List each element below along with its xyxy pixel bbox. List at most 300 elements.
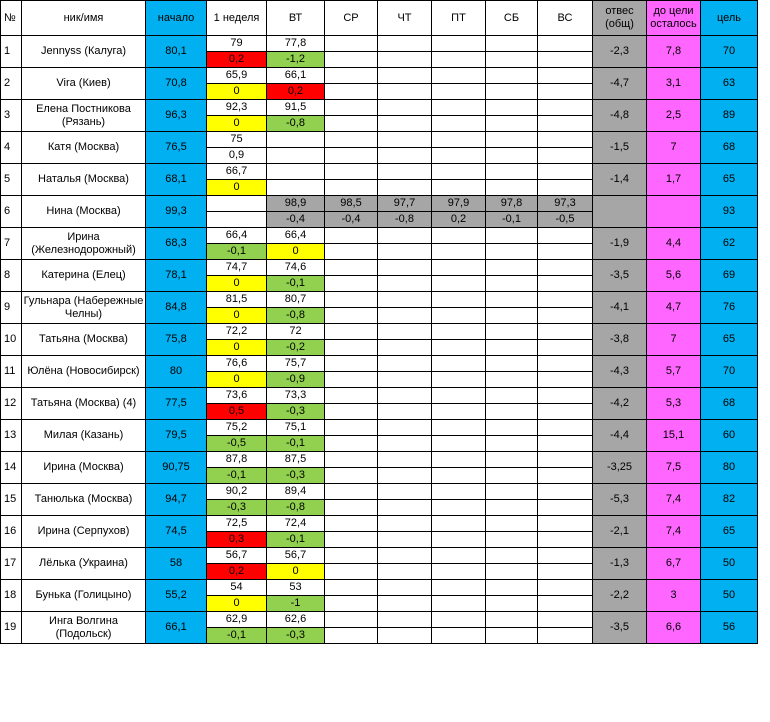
row-number: 4 (1, 132, 22, 164)
delta-cell (486, 52, 538, 68)
weight-cell (538, 452, 593, 468)
weight-cell (378, 420, 432, 436)
delta-cell (325, 532, 378, 548)
delta-cell (432, 340, 486, 356)
loss-total: -2,2 (593, 580, 647, 612)
table-row (1, 228, 758, 244)
to-goal: 3,1 (647, 68, 701, 100)
delta-cell: 0 (267, 564, 325, 580)
weight-cell (538, 612, 593, 628)
start-weight: 66,1 (146, 612, 207, 644)
delta-cell (207, 212, 267, 228)
row-number: 13 (1, 420, 22, 452)
to-goal: 3 (647, 580, 701, 612)
weight-cell (325, 260, 378, 276)
start-weight: 55,2 (146, 580, 207, 612)
delta-cell: -0,8 (378, 212, 432, 228)
weight-cell (486, 356, 538, 372)
table-row (1, 164, 758, 180)
weight-cell: 73,3 (267, 388, 325, 404)
start-weight: 58 (146, 548, 207, 580)
delta-cell (486, 372, 538, 388)
weight-cell (486, 68, 538, 84)
delta-cell (432, 468, 486, 484)
row-number: 1 (1, 36, 22, 68)
delta-cell (432, 276, 486, 292)
weight-cell: 97,8 (486, 196, 538, 212)
delta-cell (267, 180, 325, 196)
to-goal: 7,5 (647, 452, 701, 484)
table-row (1, 100, 758, 116)
delta-cell: -0,8 (267, 308, 325, 324)
header-loss-total: отвес (общ) (593, 1, 647, 36)
participant-name: Гульнара (Набережные Челны) (22, 292, 146, 324)
weight-cell (378, 292, 432, 308)
weight-cell (378, 164, 432, 180)
weight-cell (325, 292, 378, 308)
delta-cell: -0,4 (267, 212, 325, 228)
delta-cell: -0,1 (207, 244, 267, 260)
table-row (1, 356, 758, 372)
start-weight: 80,1 (146, 36, 207, 68)
loss-total: -3,5 (593, 612, 647, 644)
delta-cell (378, 532, 432, 548)
weight-cell (538, 68, 593, 84)
delta-cell (432, 500, 486, 516)
weight-cell (378, 132, 432, 148)
goal-weight: 68 (701, 132, 758, 164)
loss-total: -4,4 (593, 420, 647, 452)
weight-cell (538, 132, 593, 148)
weight-cell (486, 260, 538, 276)
weight-cell: 79 (207, 36, 267, 52)
delta-cell: 0,2 (207, 52, 267, 68)
to-goal: 6,6 (647, 612, 701, 644)
delta-cell (325, 468, 378, 484)
delta-cell (325, 500, 378, 516)
header-week1: 1 неделя (207, 1, 267, 36)
participant-name: Ирина (Железнодорожный) (22, 228, 146, 260)
weight-cell: 72,2 (207, 324, 267, 340)
to-goal (647, 196, 701, 228)
row-number: 11 (1, 356, 22, 388)
header-day-wed: СР (325, 1, 378, 36)
weight-cell (486, 324, 538, 340)
delta-cell (538, 436, 593, 452)
delta-cell: -0,1 (267, 276, 325, 292)
goal-weight: 76 (701, 292, 758, 324)
delta-cell: -0,9 (267, 372, 325, 388)
to-goal: 4,7 (647, 292, 701, 324)
loss-total: -3,8 (593, 324, 647, 356)
table-row (1, 484, 758, 500)
delta-cell (378, 276, 432, 292)
weight-cell: 75,7 (267, 356, 325, 372)
delta-cell (538, 148, 593, 164)
table-row (1, 324, 758, 340)
table-row (1, 132, 758, 148)
delta-cell: 0 (207, 372, 267, 388)
delta-cell (538, 180, 593, 196)
delta-cell: 0,2 (267, 84, 325, 100)
delta-cell: -0,5 (207, 436, 267, 452)
delta-cell (378, 372, 432, 388)
delta-cell: 0,2 (432, 212, 486, 228)
weight-cell (486, 580, 538, 596)
row-number: 18 (1, 580, 22, 612)
row-number: 8 (1, 260, 22, 292)
delta-cell (325, 84, 378, 100)
table-row (1, 388, 758, 404)
start-weight: 78,1 (146, 260, 207, 292)
goal-weight: 50 (701, 580, 758, 612)
delta-cell (325, 628, 378, 644)
to-goal: 7 (647, 324, 701, 356)
loss-total: -4,2 (593, 388, 647, 420)
weight-cell (486, 612, 538, 628)
weight-cell (486, 452, 538, 468)
header-day-fri: ПТ (432, 1, 486, 36)
delta-cell (538, 596, 593, 612)
delta-cell (325, 404, 378, 420)
delta-cell (325, 340, 378, 356)
weight-cell (325, 388, 378, 404)
weight-cell (538, 516, 593, 532)
delta-cell: -0,5 (538, 212, 593, 228)
weight-cell (486, 132, 538, 148)
delta-cell: -0,2 (267, 340, 325, 356)
start-weight: 84,8 (146, 292, 207, 324)
delta-cell: -0,1 (486, 212, 538, 228)
row-number: 5 (1, 164, 22, 196)
loss-total: -1,5 (593, 132, 647, 164)
weight-cell (325, 36, 378, 52)
delta-cell: -0,8 (267, 116, 325, 132)
to-goal: 7,4 (647, 516, 701, 548)
weight-cell: 80,7 (267, 292, 325, 308)
goal-weight: 65 (701, 516, 758, 548)
header-name: ник/имя (22, 1, 146, 36)
weight-cell: 72 (267, 324, 325, 340)
weight-cell (432, 36, 486, 52)
start-weight: 79,5 (146, 420, 207, 452)
weight-cell: 75,2 (207, 420, 267, 436)
loss-total (593, 196, 647, 228)
header-row (1, 1, 758, 36)
delta-cell: 0 (207, 116, 267, 132)
weight-cell (538, 388, 593, 404)
participant-name: Юлёна (Новосибирск) (22, 356, 146, 388)
to-goal: 7,8 (647, 36, 701, 68)
delta-cell (486, 276, 538, 292)
delta-cell: 0 (207, 84, 267, 100)
weight-cell (325, 68, 378, 84)
participant-name: Танюлька (Москва) (22, 484, 146, 516)
loss-total: -1,9 (593, 228, 647, 260)
delta-cell (538, 308, 593, 324)
delta-cell (486, 628, 538, 644)
weight-cell: 74,7 (207, 260, 267, 276)
weight-cell (486, 36, 538, 52)
weight-cell: 90,2 (207, 484, 267, 500)
weight-cell: 74,6 (267, 260, 325, 276)
weight-cell (486, 420, 538, 436)
weight-cell (432, 324, 486, 340)
delta-cell (538, 52, 593, 68)
weight-cell (486, 292, 538, 308)
table-row (1, 580, 758, 596)
table-row (1, 260, 758, 276)
weight-cell (325, 132, 378, 148)
weight-cell (538, 36, 593, 52)
delta-cell (378, 308, 432, 324)
delta-cell (325, 564, 378, 580)
loss-total: -4,7 (593, 68, 647, 100)
table-row (1, 452, 758, 468)
weight-cell (378, 388, 432, 404)
delta-cell (378, 596, 432, 612)
delta-cell (432, 596, 486, 612)
weight-cell (538, 164, 593, 180)
weight-cell: 73,6 (207, 388, 267, 404)
to-goal: 6,7 (647, 548, 701, 580)
delta-cell (486, 468, 538, 484)
table-row (1, 36, 758, 52)
participant-name: Елена Постникова (Рязань) (22, 100, 146, 132)
row-number: 19 (1, 612, 22, 644)
weight-cell (325, 612, 378, 628)
weight-cell (378, 516, 432, 532)
start-weight: 80 (146, 356, 207, 388)
weight-cell (207, 196, 267, 212)
weight-cell (378, 580, 432, 596)
weight-cell: 62,6 (267, 612, 325, 628)
delta-cell (432, 436, 486, 452)
table-body (1, 36, 758, 644)
table-row (1, 612, 758, 628)
goal-weight: 62 (701, 228, 758, 260)
delta-cell (378, 180, 432, 196)
weight-cell (432, 548, 486, 564)
delta-cell: -0,1 (267, 532, 325, 548)
delta-cell (538, 404, 593, 420)
weight-cell (325, 164, 378, 180)
weight-cell (378, 548, 432, 564)
weight-cell (538, 548, 593, 564)
weight-cell: 97,3 (538, 196, 593, 212)
weight-cell: 66,4 (207, 228, 267, 244)
to-goal: 5,6 (647, 260, 701, 292)
delta-cell: -0,3 (207, 500, 267, 516)
participant-name: Катя (Москва) (22, 132, 146, 164)
weight-cell (325, 516, 378, 532)
row-number: 12 (1, 388, 22, 420)
weight-cell: 65,9 (207, 68, 267, 84)
goal-weight: 70 (701, 36, 758, 68)
weight-cell: 72,5 (207, 516, 267, 532)
weight-cell (325, 484, 378, 500)
delta-cell (378, 436, 432, 452)
participant-name: Инга Волгина (Подольск) (22, 612, 146, 644)
participant-name: Татьяна (Москва) (4) (22, 388, 146, 420)
weight-cell (378, 324, 432, 340)
weight-cell (378, 260, 432, 276)
weight-cell: 72,4 (267, 516, 325, 532)
weight-cell (432, 100, 486, 116)
to-goal: 4,4 (647, 228, 701, 260)
start-weight: 75,8 (146, 324, 207, 356)
delta-cell (325, 372, 378, 388)
row-number: 9 (1, 292, 22, 324)
delta-cell (538, 244, 593, 260)
weight-cell (267, 132, 325, 148)
loss-total: -3,25 (593, 452, 647, 484)
weight-cell (325, 324, 378, 340)
delta-cell: -0,1 (207, 468, 267, 484)
weight-cell: 97,9 (432, 196, 486, 212)
weight-cell (432, 452, 486, 468)
delta-cell: 0 (207, 340, 267, 356)
delta-cell: -0,1 (267, 436, 325, 452)
delta-cell (432, 52, 486, 68)
delta-cell (432, 308, 486, 324)
weight-cell (538, 580, 593, 596)
weight-cell (432, 356, 486, 372)
delta-cell: 0 (267, 244, 325, 260)
delta-cell (267, 148, 325, 164)
delta-cell (378, 116, 432, 132)
delta-cell (378, 468, 432, 484)
header-day-sat: СБ (486, 1, 538, 36)
delta-cell: -0,3 (267, 404, 325, 420)
weight-cell (378, 228, 432, 244)
delta-cell (325, 308, 378, 324)
participant-name: Милая (Казань) (22, 420, 146, 452)
table-row (1, 292, 758, 308)
start-weight: 94,7 (146, 484, 207, 516)
weight-cell: 66,1 (267, 68, 325, 84)
weight-cell: 91,5 (267, 100, 325, 116)
weight-cell (267, 164, 325, 180)
goal-weight: 69 (701, 260, 758, 292)
delta-cell: -1,2 (267, 52, 325, 68)
weight-cell: 98,5 (325, 196, 378, 212)
weight-cell: 87,8 (207, 452, 267, 468)
delta-cell: 0,3 (207, 532, 267, 548)
weight-cell: 77,8 (267, 36, 325, 52)
weight-cell (486, 516, 538, 532)
delta-cell (432, 148, 486, 164)
weight-cell: 53 (267, 580, 325, 596)
goal-weight: 56 (701, 612, 758, 644)
delta-cell (486, 596, 538, 612)
weight-cell: 81,5 (207, 292, 267, 308)
row-number: 2 (1, 68, 22, 100)
participant-name: Наталья (Москва) (22, 164, 146, 196)
start-weight: 68,1 (146, 164, 207, 196)
table-row (1, 68, 758, 84)
delta-cell: -1 (267, 596, 325, 612)
delta-cell (486, 532, 538, 548)
weight-cell (325, 580, 378, 596)
loss-total: -4,1 (593, 292, 647, 324)
to-goal: 7,4 (647, 484, 701, 516)
weight-cell: 56,7 (207, 548, 267, 564)
table-row (1, 196, 758, 212)
weight-cell (325, 420, 378, 436)
delta-cell (486, 116, 538, 132)
table-row (1, 548, 758, 564)
delta-cell (325, 276, 378, 292)
start-weight: 96,3 (146, 100, 207, 132)
delta-cell (378, 500, 432, 516)
header-num: № (1, 1, 22, 36)
goal-weight: 93 (701, 196, 758, 228)
header-goal: цель (701, 1, 758, 36)
weight-cell (432, 228, 486, 244)
delta-cell (538, 116, 593, 132)
goal-weight: 65 (701, 324, 758, 356)
delta-cell (378, 244, 432, 260)
delta-cell: 0,5 (207, 404, 267, 420)
start-weight: 99,3 (146, 196, 207, 228)
row-number: 17 (1, 548, 22, 580)
delta-cell: 0 (207, 308, 267, 324)
weight-cell: 98,9 (267, 196, 325, 212)
delta-cell: -0,4 (325, 212, 378, 228)
delta-cell (486, 564, 538, 580)
delta-cell (486, 308, 538, 324)
weight-cell (538, 100, 593, 116)
delta-cell: -0,3 (267, 628, 325, 644)
weight-cell (486, 548, 538, 564)
weight-cell (486, 484, 538, 500)
row-number: 10 (1, 324, 22, 356)
weight-cell (378, 484, 432, 500)
delta-cell (378, 52, 432, 68)
to-goal: 5,7 (647, 356, 701, 388)
delta-cell: -0,8 (267, 500, 325, 516)
delta-cell (432, 84, 486, 100)
delta-cell (325, 148, 378, 164)
participant-name: Vira (Киев) (22, 68, 146, 100)
delta-cell (486, 500, 538, 516)
loss-total: -4,3 (593, 356, 647, 388)
weight-cell (432, 292, 486, 308)
header-start: начало (146, 1, 207, 36)
row-number: 16 (1, 516, 22, 548)
weight-cell: 54 (207, 580, 267, 596)
weight-cell (432, 68, 486, 84)
weight-cell (378, 452, 432, 468)
goal-weight: 65 (701, 164, 758, 196)
weight-cell (378, 68, 432, 84)
row-number: 14 (1, 452, 22, 484)
participant-name: Катерина (Елец) (22, 260, 146, 292)
weight-cell: 66,4 (267, 228, 325, 244)
weight-cell: 76,6 (207, 356, 267, 372)
header-day-tue: ВТ (267, 1, 325, 36)
weight-cell (538, 484, 593, 500)
weight-cell (325, 452, 378, 468)
loss-total: -1,3 (593, 548, 647, 580)
start-weight: 77,5 (146, 388, 207, 420)
weight-cell (378, 612, 432, 628)
weight-cell (325, 356, 378, 372)
delta-cell (538, 84, 593, 100)
weight-cell: 66,7 (207, 164, 267, 180)
weight-cell (432, 580, 486, 596)
